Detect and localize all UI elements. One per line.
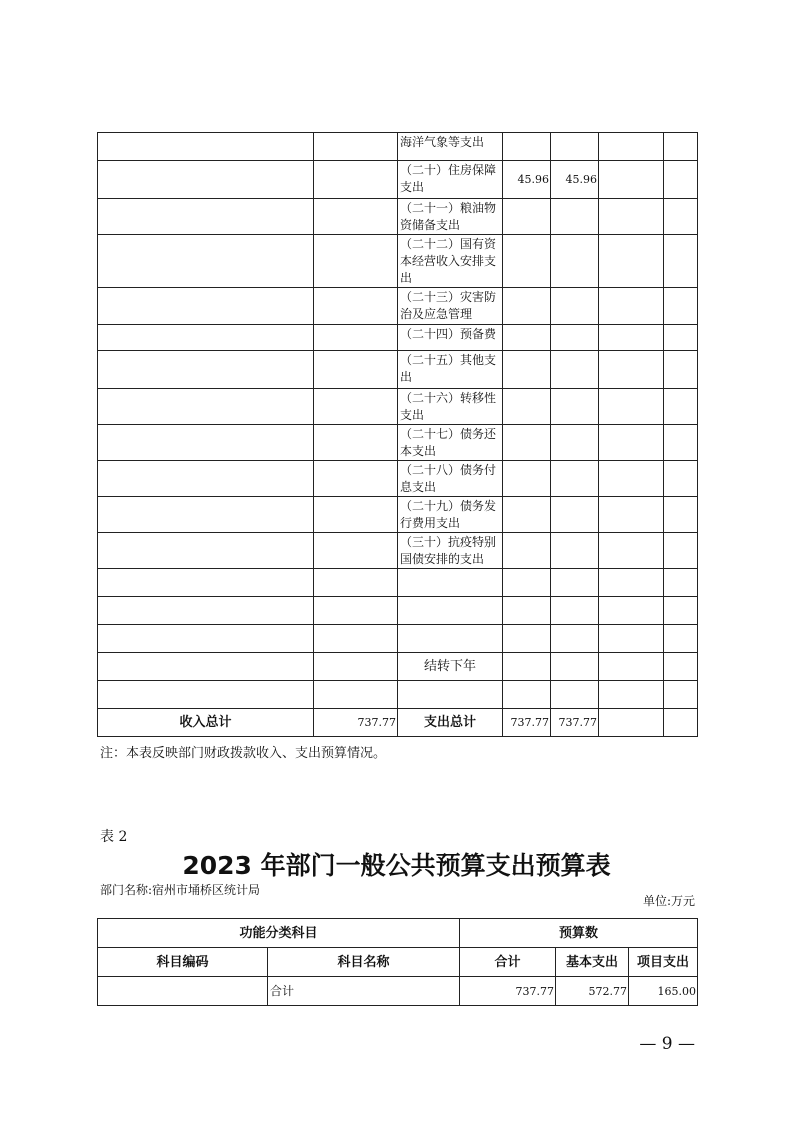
empty-row bbox=[98, 681, 698, 709]
row-name: 合计 bbox=[268, 977, 460, 1006]
expense-total-label: 支出总计 bbox=[398, 709, 503, 737]
empty-row bbox=[98, 625, 698, 653]
item-name: （二十八）债务付息支出 bbox=[398, 461, 503, 497]
item-total: 45.96 bbox=[503, 161, 551, 199]
income-total-label: 收入总计 bbox=[98, 709, 314, 737]
item-name: （二十）住房保障支出 bbox=[398, 161, 503, 199]
col-total: 合计 bbox=[460, 948, 556, 977]
table-row bbox=[98, 461, 698, 497]
row-total: 737.77 bbox=[460, 977, 556, 1006]
table-row bbox=[98, 977, 698, 1006]
col-project: 项目支出 bbox=[629, 948, 698, 977]
empty-row bbox=[98, 597, 698, 625]
income-total-value: 737.77 bbox=[314, 709, 398, 737]
item-name: （三十）抗疫特别国债安排的支出 bbox=[398, 533, 503, 569]
department-name: 部门名称:宿州市埇桥区统计局 bbox=[100, 883, 261, 897]
row-project: 165.00 bbox=[629, 977, 698, 1006]
table-row bbox=[98, 389, 698, 425]
page-title: 2023 年部门一般公共预算支出预算表 bbox=[182, 851, 611, 880]
item-name: （二十六）转移性支出 bbox=[398, 389, 503, 425]
col-name: 科目名称 bbox=[268, 948, 460, 977]
carry-forward-label: 结转下年 bbox=[398, 653, 503, 681]
table-row bbox=[98, 161, 698, 199]
item-name: （二十九）债务发行费用支出 bbox=[398, 497, 503, 533]
page-number: — 9 — bbox=[639, 1034, 695, 1054]
table-row bbox=[98, 497, 698, 533]
item-name: （二十七）债务还本支出 bbox=[398, 425, 503, 461]
row-basic: 572.77 bbox=[556, 977, 629, 1006]
table-row bbox=[98, 351, 698, 389]
table-header-row bbox=[98, 948, 698, 977]
table-note: 注：本表反映部门财政拨款收入、支出预算情况。 bbox=[100, 746, 387, 761]
item-name: （二十四）预备费 bbox=[398, 325, 503, 351]
table-row bbox=[98, 325, 698, 351]
table-row bbox=[98, 235, 698, 288]
empty-row bbox=[98, 569, 698, 597]
item-name: （二十一）粮油物资储备支出 bbox=[398, 199, 503, 235]
table-row bbox=[98, 288, 698, 325]
totals-row bbox=[98, 709, 698, 737]
item-name: 海洋气象等支出 bbox=[398, 133, 503, 161]
item-name: （二十二）国有资本经营收入安排支出 bbox=[398, 235, 503, 288]
table-header-row bbox=[98, 919, 698, 948]
expense-total-basic: 737.77 bbox=[551, 709, 599, 737]
expense-total-value: 737.77 bbox=[503, 709, 551, 737]
col-code: 科目编码 bbox=[98, 948, 268, 977]
budget-table-1 bbox=[97, 132, 698, 737]
group-header-budget: 预算数 bbox=[460, 919, 698, 948]
col-basic: 基本支出 bbox=[556, 948, 629, 977]
budget-table-2 bbox=[97, 918, 698, 1006]
table-row bbox=[98, 199, 698, 235]
item-basic: 45.96 bbox=[551, 161, 599, 199]
table-tag: 表 2 bbox=[100, 829, 128, 845]
item-name: （二十三）灾害防治及应急管理 bbox=[398, 288, 503, 325]
table-row bbox=[98, 425, 698, 461]
item-name: （二十五）其他支出 bbox=[398, 351, 503, 389]
carry-forward-row bbox=[98, 653, 698, 681]
table-row bbox=[98, 533, 698, 569]
unit-label: 单位:万元 bbox=[642, 894, 695, 908]
group-header-function: 功能分类科目 bbox=[98, 919, 460, 948]
table-row bbox=[98, 133, 698, 161]
